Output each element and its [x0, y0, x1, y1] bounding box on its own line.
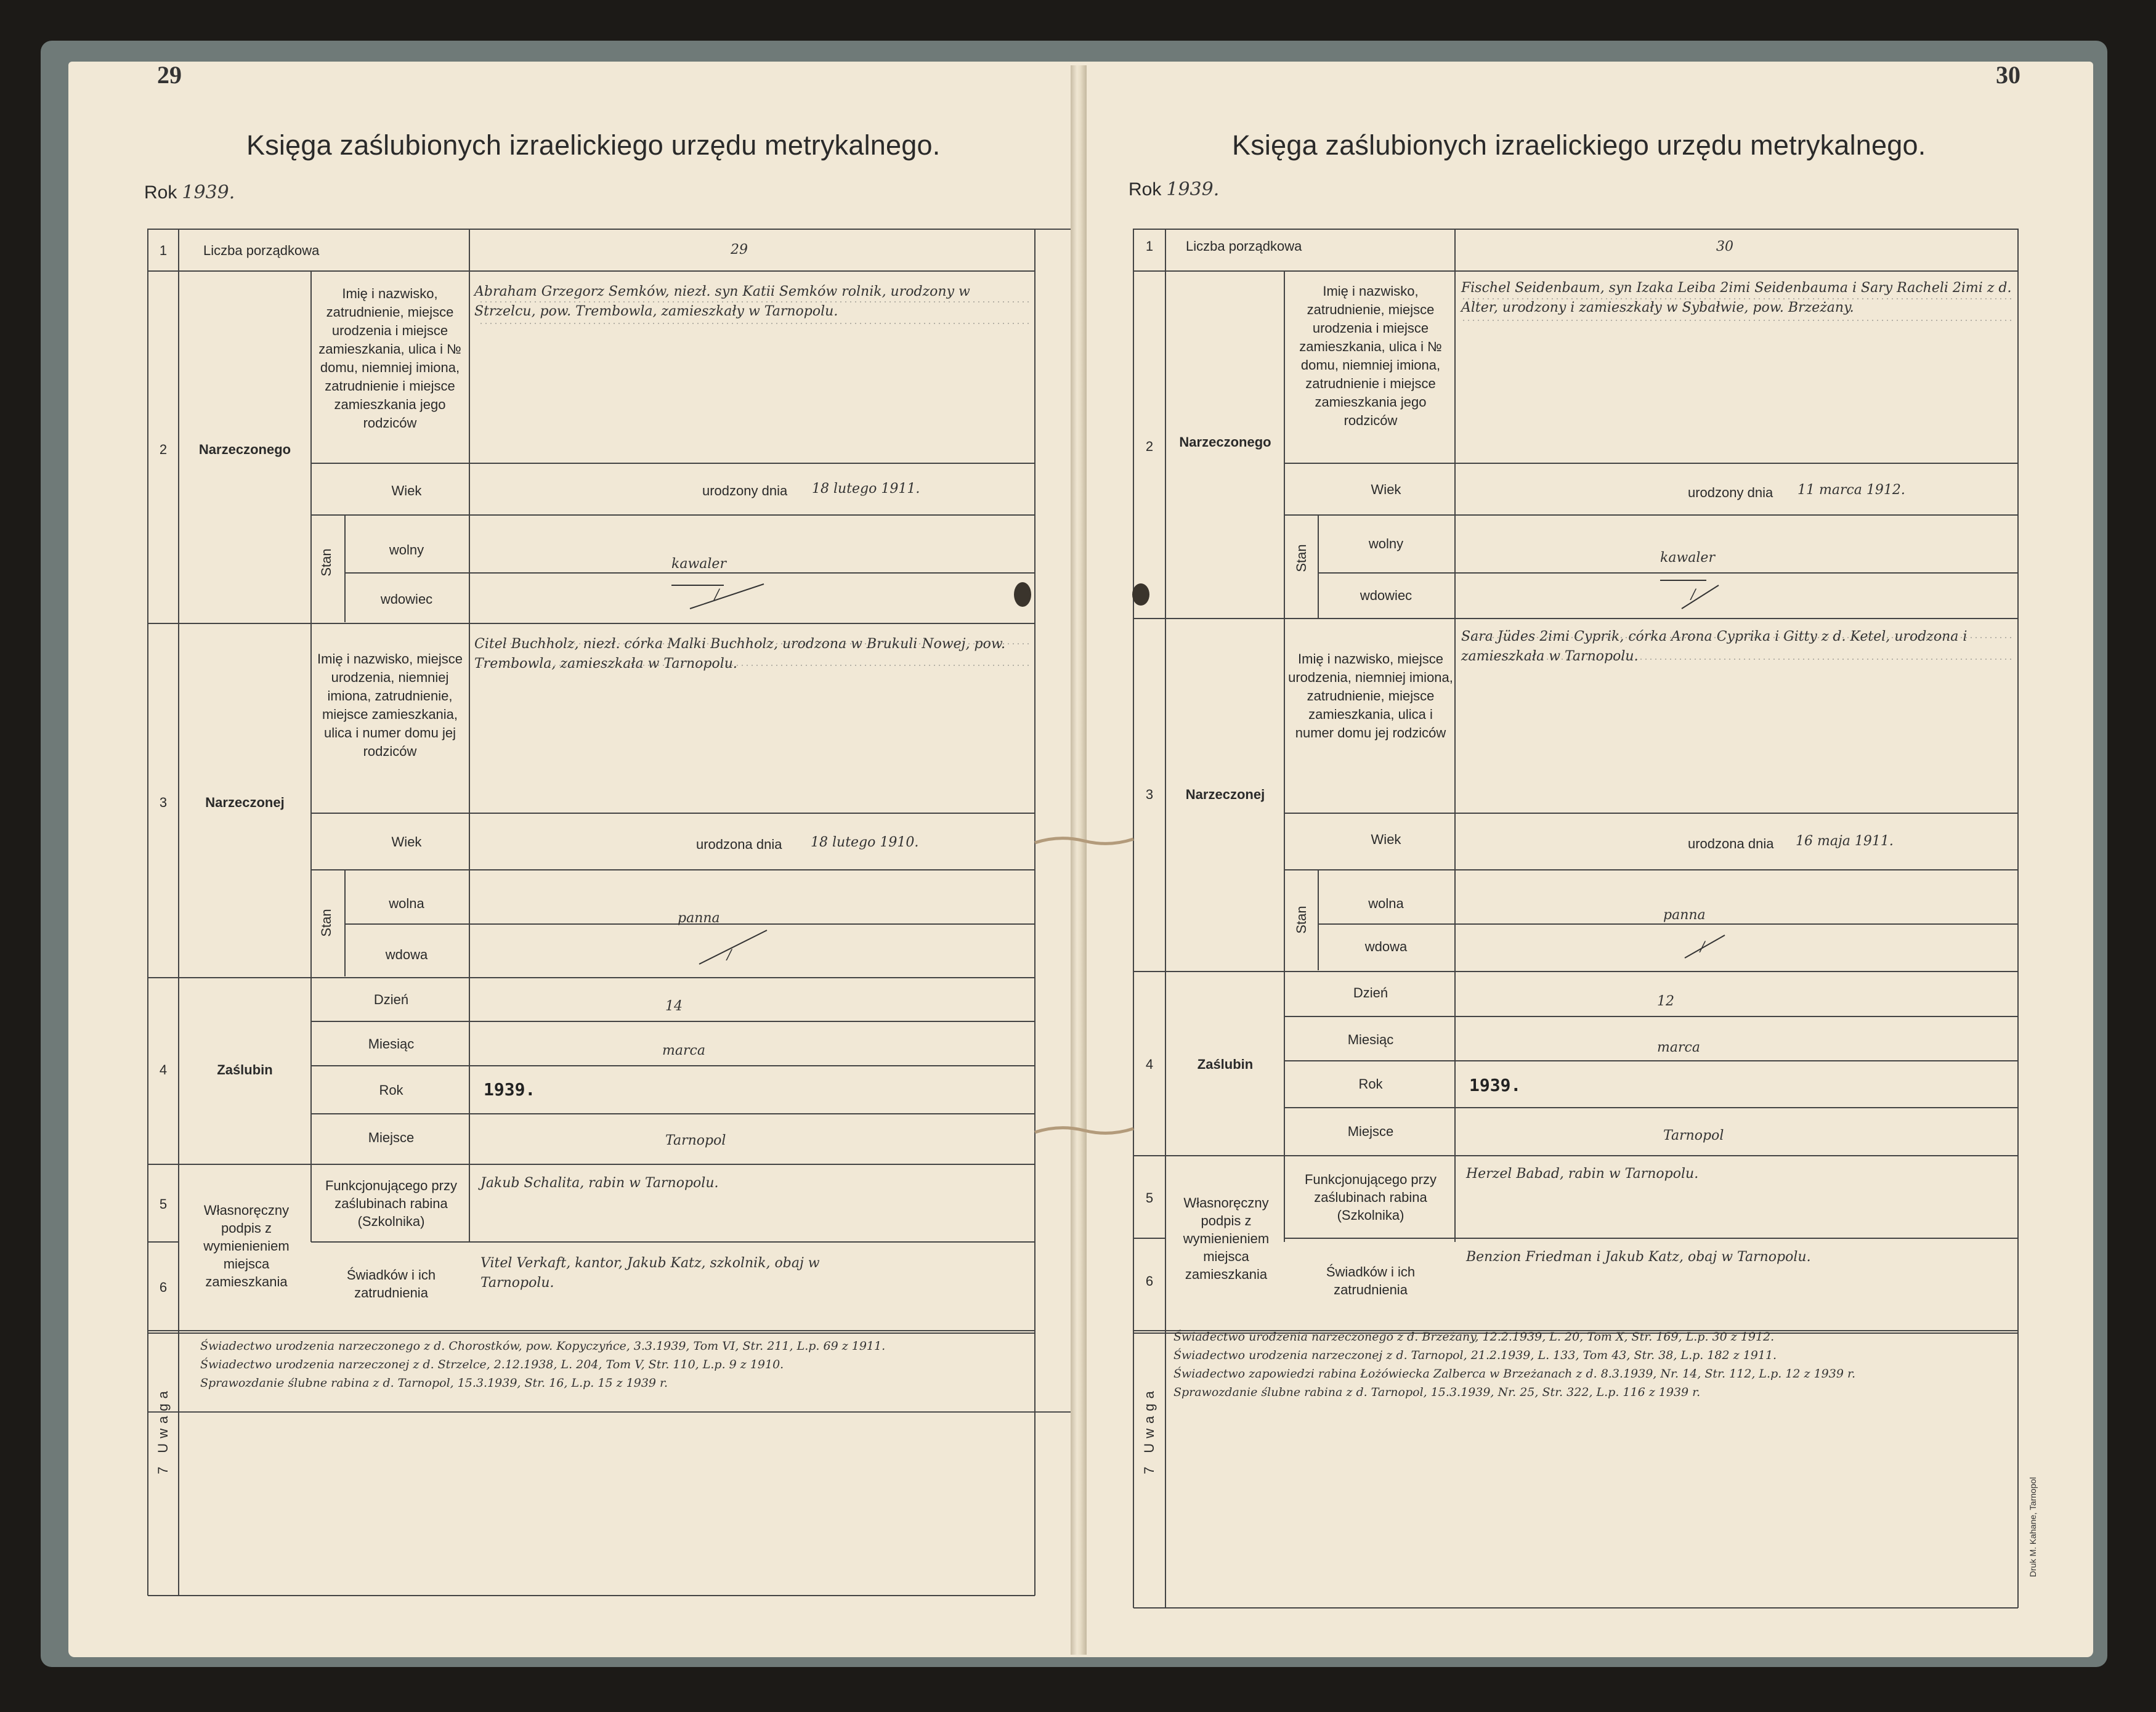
left-row2-wolny-label: wolny — [389, 542, 424, 558]
right-row4-miejsce-value: Tarnopol — [1663, 1128, 1724, 1143]
right-rok-label: Rok — [1129, 179, 1162, 200]
left-row2-wdowiec-label: wdowiec — [380, 591, 433, 607]
left-row4-label: Zaślubin — [217, 1062, 273, 1077]
left-row3-label: Narzeczonej — [205, 795, 285, 810]
left-row3-wdowa-value: / — [727, 947, 732, 963]
right-row4-miejsce-label: Miejsce — [1347, 1124, 1394, 1139]
left-row6-description: Świadków i ich zatrudnienia — [346, 1267, 436, 1300]
left-row3-number: 3 — [159, 795, 168, 810]
left-page-title: Księga zaślubionych izraelickiego urzędu metrykalnego. — [246, 129, 941, 161]
right-row2-description: Imię i nazwisko, zatrudnienie, miejsce urodzenia i miejsce zamieszkania, ulica i № domu, niemniej imiona, zatrudnienie i miejsce zamieszkania jego rodziców — [1299, 283, 1442, 428]
right-page-title: Księga zaślubionych izraelickiego urzędu metrykalnego. — [1232, 129, 1926, 161]
right-row4-dzien-value: 12 — [1657, 994, 1674, 1009]
left-row3-wiek-value: 18 lutego 1910. — [811, 835, 919, 850]
left-row3-wiek-label: Wiek — [391, 834, 422, 850]
right-row3-wdowa-label: wdowa — [1364, 939, 1408, 954]
left-row3-wdowa-label: wdowa — [385, 947, 428, 962]
left-row2-wolny-value: kawaler — [671, 556, 726, 572]
left-row4-rok-label: Rok — [379, 1082, 403, 1098]
left-row3-description: Imię i nazwisko, miejsce urodzenia, niemniej imiona, zatrudnienie, miejsce zamieszkania, ulica i numer domu jej rodziców — [317, 651, 463, 759]
left-row7-label: 7 Uwaga — [155, 1386, 171, 1474]
left-row1-value: 29 — [731, 242, 748, 258]
left-rok-value: 1939. — [182, 182, 235, 203]
left-row1-number: 1 — [159, 243, 168, 258]
left-row3-wolna-label: wolna — [389, 896, 424, 911]
right-row3-wolna-value: panna — [1663, 907, 1706, 923]
left-row2-wiek-prefix: urodzony dnia — [702, 483, 788, 498]
right-row2-number: 2 — [1145, 439, 1154, 454]
left-row3-wiek-prefix: urodzona dnia — [696, 837, 782, 852]
right-row3-stan-label: Stan — [1294, 906, 1309, 934]
left-row4-dzien-label: Dzień — [373, 992, 409, 1007]
right-row7-notes — [1173, 1328, 2014, 1402]
left-row3-value: Citel Buchholz, niezł. córka Malki Buchholz, urodzona w Brukuli Nowej, pow. Trembowla, zamieszkała w Tarnopolu. — [474, 636, 1006, 671]
left-row5-description: Funkcjonującego przy zaślubinach rabina (Szkolnika) — [325, 1178, 457, 1229]
left-rok-label: Rok — [144, 182, 177, 203]
right-row3-wolna-label: wolna — [1368, 896, 1404, 911]
left-row2-wiek-label: Wiek — [391, 483, 422, 498]
left-row4-miejsce-label: Miejsce — [368, 1130, 415, 1145]
left-row5-value: Jakub Schalita, rabin w Tarnopolu. — [480, 1175, 719, 1191]
left-row3-stan-label: Stan — [318, 909, 334, 937]
left-row2-label: Narzeczonego — [198, 442, 291, 457]
right-row4-rok-label: Rok — [1358, 1076, 1383, 1092]
right-row1-label: Liczba porządkowa — [1186, 238, 1302, 254]
left-row7-notes — [200, 1337, 1026, 1392]
right-row2-wiek-value: 11 marca 1912. — [1797, 482, 1905, 498]
left-row2-value: Abraham Grzegorz Semków, niezł. syn Katii Semków rolnik, urodzony w Strzelcu, pow. Trembowla, zamieszkały w Tarnopolu. — [474, 284, 970, 319]
right-note-3: Świadectwo zapowiedzi rabina Łożówiecka Zalberca w Brzeżanach z d. 8.3.1939, Nr. 14, Str. 112, L.p. 12 z 1939 r. — [1173, 1367, 1856, 1381]
left-row2-number: 2 — [159, 442, 168, 457]
right-row2-wdowiec-label: wdowiec — [1360, 588, 1412, 603]
left-signature-label: Własnoręczny podpis z wymienieniem miejsca zamieszkania — [203, 1203, 290, 1289]
right-row4-number: 4 — [1145, 1057, 1154, 1072]
right-row3-number: 3 — [1145, 787, 1154, 802]
left-row6-number: 6 — [159, 1280, 168, 1295]
right-row5-number: 5 — [1145, 1190, 1154, 1206]
right-row2-wiek-prefix: urodzony dnia — [1688, 485, 1773, 500]
right-row3-wdowa-value: / — [1700, 939, 1705, 955]
left-row2-wdowiec-value: / — [715, 587, 719, 602]
right-row4-miesiac-label: Miesiąc — [1347, 1032, 1394, 1047]
right-row2-value: Fischel Seidenbaum, syn Izaka Leiba 2imi Seidenbauma i Sary Racheli 2imi z d. Alter, urodzony i zamieszkały w Sybałwie, pow. Brzeżany. — [1461, 280, 2012, 315]
right-note-2: Świadectwo urodzenia narzeczonej z d. Tarnopol, 21.2.1939, L. 133, Tom 43, Str. 38, L.p. 182 z 1911. — [1173, 1349, 1777, 1362]
right-row5-description: Funkcjonującego przy zaślubinach rabina (Szkolnika) — [1304, 1172, 1437, 1223]
right-rok — [1129, 179, 1219, 200]
left-note-2: Świadectwo urodzenia narzeczonej z d. Strzelce, 2.12.1938, L. 204, Tom V, Str. 110, L.p. 9 z 1910. — [200, 1358, 784, 1371]
right-note-1: Świadectwo urodzenia narzeczonego z d. Brzeżany, 12.2.1939, L. 20, Tom X, Str. 169, L.p. 30 z 1912. — [1173, 1330, 1775, 1344]
left-row6-value: Vitel Verkaft, kantor, Jakub Katz, szkolnik, obaj w Tarnopolu. — [480, 1256, 820, 1291]
left-page-number: 29 — [157, 61, 182, 89]
right-row2-wiek-label: Wiek — [1371, 482, 1401, 497]
right-row2-label: Narzeczonego — [1179, 434, 1271, 450]
right-row7-label: 7 Uwaga — [1141, 1386, 1157, 1474]
binding-thread — [1035, 838, 1133, 1134]
left-row2-stan-label: Stan — [318, 548, 334, 577]
right-row4-label: Zaślubin — [1197, 1057, 1254, 1072]
left-row1-label: Liczba porządkowa — [203, 243, 320, 258]
right-row6-number: 6 — [1145, 1273, 1154, 1289]
left-rok — [144, 182, 235, 203]
left-row4-dzien-value: 14 — [665, 999, 683, 1014]
left-row4-number: 4 — [159, 1062, 168, 1077]
right-row2-wdowiec-value: / — [1691, 587, 1696, 602]
left-row5-number: 5 — [159, 1196, 168, 1212]
right-row6-value: Benzion Friedman i Jakub Katz, obaj w Tarnopolu. — [1466, 1249, 1811, 1265]
left-note-3: Sprawozdanie ślubne rabina z d. Tarnopol, 15.3.1939, Str. 16, L.p. 15 z 1939 r. — [200, 1376, 668, 1390]
left-row4-rok-value: 1939. — [484, 1079, 536, 1100]
right-row3-description: Imię i nazwisko, miejsce urodzenia, niemniej imiona, zatrudnienie, miejsce zamieszkania, ulica i numer domu jej rodziców — [1288, 651, 1453, 740]
left-row2-wiek-value: 18 lutego 1911. — [812, 481, 920, 497]
right-row4-dzien-label: Dzień — [1353, 985, 1388, 1000]
right-row6-description: Świadków i ich zatrudnienia — [1326, 1264, 1416, 1297]
right-row1-value: 30 — [1716, 239, 1733, 254]
left-row4-miesiac-value: marca — [662, 1043, 705, 1058]
right-signature-label: Własnoręczny podpis z wymienieniem miejsca zamieszkania — [1183, 1195, 1270, 1282]
printer-imprint: Druk M. Kahane, Tarnopol — [2028, 1477, 2038, 1577]
right-row2-wolny-label: wolny — [1368, 536, 1404, 551]
right-row3-wiek-value: 16 maja 1911. — [1796, 834, 1894, 849]
right-page-number: 30 — [1996, 61, 2020, 89]
left-note-1: Świadectwo urodzenia narzeczonego z d. Chorostków, pow. Kopyczyńce, 3.3.1939, Tom VI, Str. 211, L.p. 69 z 1911. — [200, 1339, 886, 1353]
right-row2-stan-label: Stan — [1294, 544, 1309, 572]
right-row4-miesiac-value: marca — [1657, 1040, 1700, 1055]
right-rok-value: 1939. — [1166, 179, 1220, 200]
right-row3-label: Narzeczonej — [1185, 787, 1265, 802]
right-row2-wolny-value: kawaler — [1660, 550, 1715, 566]
right-row5-value: Herzel Babad, rabin w Tarnopolu. — [1466, 1166, 1699, 1182]
left-row4-miesiac-label: Miesiąc — [368, 1036, 415, 1052]
right-row3-value: Sara Jüdes 2imi Cyprik, córka Arona Cyprika i Gitty z d. Ketel, urodzona i zamieszkała w Tarnopolu. — [1461, 629, 1968, 664]
right-row3-wiek-prefix: urodzona dnia — [1688, 836, 1774, 851]
right-row1-number: 1 — [1145, 238, 1154, 254]
left-row3-wolna-value: panna — [678, 911, 720, 926]
left-row2-description: Imię i nazwisko, zatrudnienie, miejsce urodzenia i miejsce zamieszkania, ulica i № domu, niemniej imiona, zatrudnienie i miejsce zamieszkania jego rodziców — [318, 286, 461, 431]
right-row3-wiek-label: Wiek — [1371, 832, 1401, 847]
left-row4-miejsce-value: Tarnopol — [665, 1133, 726, 1148]
right-row4-rok-value: 1939. — [1469, 1075, 1522, 1095]
right-note-4: Sprawozdanie ślubne rabina z d. Tarnopol, 15.3.1939, Nr. 25, Str. 322, L.p. 116 z 1939 r. — [1173, 1385, 1701, 1399]
